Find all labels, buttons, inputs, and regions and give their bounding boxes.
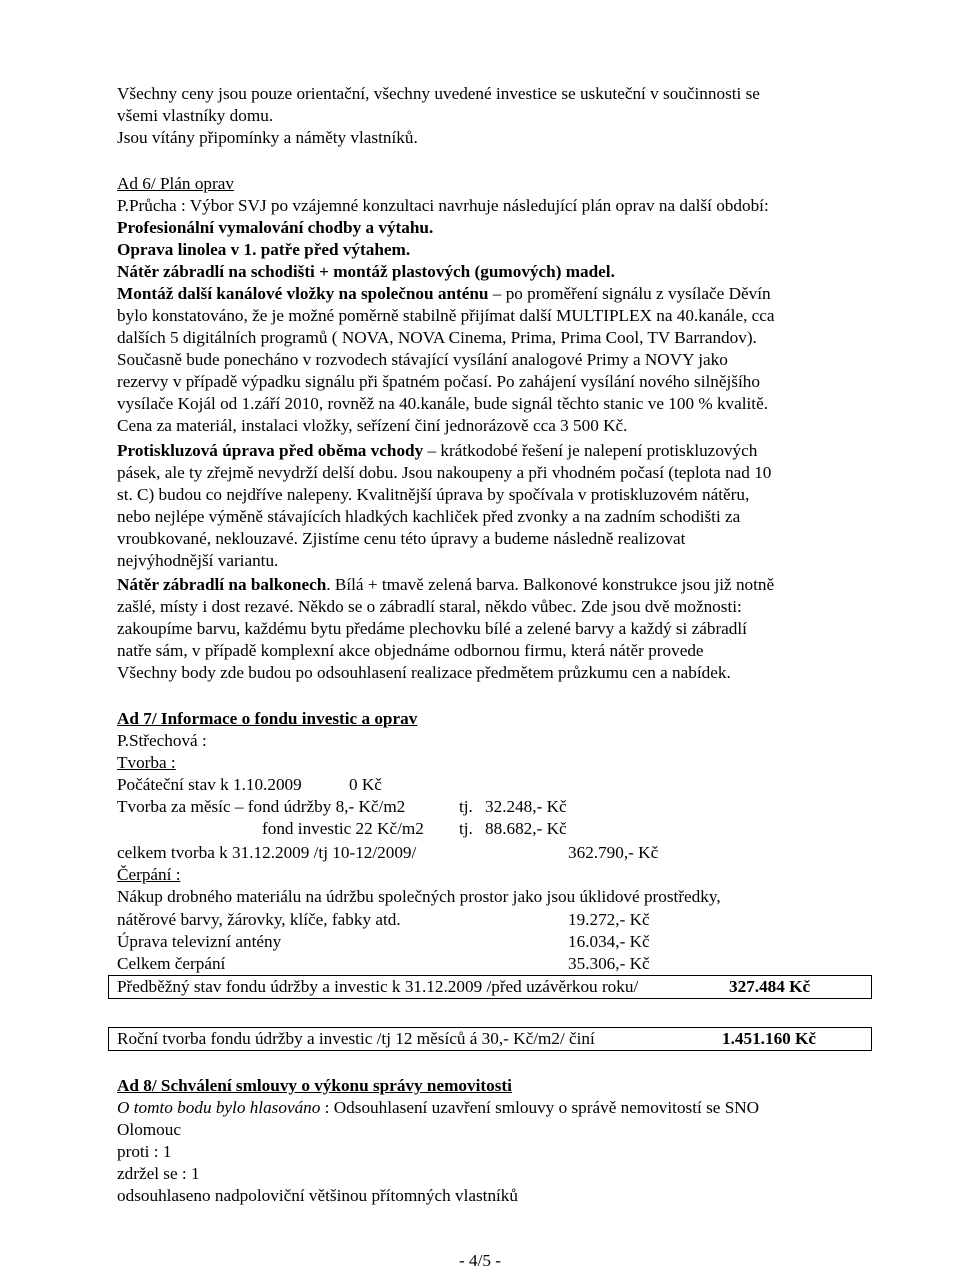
celkem-tvorba-value: 362.790,- Kč — [568, 843, 659, 862]
bold-phrase: Nátěr zábradlí na balkonech — [117, 575, 327, 594]
rocni-tvorba-box — [108, 1027, 872, 1051]
bold-phrase: Protiskluzová úprava před oběma vchody — [117, 441, 424, 460]
paragraph-line: pásek, ale ty zřejmě nevydrží delší dobu. Jsou nakoupeny a při vhodném počasí (teplota nad 10 — [117, 463, 772, 482]
paragraph-line: rezervy v případě výpadku signálu při špatném počasí. Po zahájení vysílání nového silnějšího — [117, 372, 760, 391]
paragraph-line: nebo nejlépe výměně stávajících hladkých kachliček před zvonky a na zadním schodišti za — [117, 507, 741, 526]
nakup-line: nátěrové barvy, žárovky, klíče, fabky atd. — [117, 910, 401, 929]
text: – po proměření signálu z vysílače Děvín — [488, 284, 771, 303]
celkem-cerpani-value: 35.306,- Kč — [568, 954, 650, 973]
tvorba-mesic-label: Tvorba za měsíc – fond údržby 8,- Kč/m2 — [117, 797, 406, 816]
italic-phrase: O tomto bodu bylo hlasováno — [117, 1098, 321, 1117]
paragraph-line: Současně bude ponecháno v rozvodech stávající vysílání analogové Primy a NOVY jako — [117, 350, 728, 369]
tvorba-label: Tvorba : — [117, 753, 176, 772]
page-number: - 4/5 - — [458, 1251, 501, 1270]
paragraph-line: nejvýhodnější variantu. — [117, 551, 279, 570]
paragraph-line: proti : 1 — [117, 1142, 172, 1161]
speaker-label: P.Střechová : — [117, 731, 207, 750]
nakup-value: 19.272,- Kč — [568, 910, 650, 929]
paragraph-line: Olomouc — [117, 1120, 181, 1139]
fond-investic-tj: tj. — [459, 819, 473, 838]
paragraph-line — [117, 575, 774, 595]
paragraph-line: bylo konstatováno, že je možné poměrně stabilně přijímat další MULTIPLEX na 40.kanále, cca — [117, 306, 775, 325]
bold-phrase: Montáž další kanálové vložky na společnou anténu — [117, 284, 489, 303]
paragraph-line: dalších 5 digitálních programů ( NOVA, NOVA Cinema, Prima, Prima Cool, TV Barrandov). — [117, 328, 757, 347]
tvorba-mesic-tj: tj. — [459, 797, 473, 816]
paragraph-line — [117, 284, 771, 304]
paragraph-line: Nátěr zábradlí na schodišti + montáž plastových (gumových) madel. — [117, 262, 615, 281]
paragraph-line: zdržel se : 1 — [117, 1164, 200, 1183]
fond-investic-label: fond investic 22 Kč/m2 — [262, 819, 424, 838]
section-heading-ad6: Ad 6/ Plán oprav — [117, 174, 234, 193]
section-heading-ad7: Ad 7/ Informace o fondu investic a oprav — [117, 709, 418, 728]
predbezny-value: 327.484 Kč — [729, 977, 811, 996]
paragraph-line: Všechny body zde budou po odsouhlasení realizace předmětem průzkumu cen a nabídek. — [117, 663, 731, 682]
paragraph-line: Profesionální vymalování chodby a výtahu. — [117, 218, 434, 237]
uprava-value: 16.034,- Kč — [568, 932, 650, 951]
paragraph-line: vysílače Kojál od 1.září 2010, rovněž na 40.kanále, bude signál těchto stanic ve 100 % kvalitě. — [117, 394, 769, 413]
pocatecni-label: Počáteční stav k 1.10.2009 — [117, 775, 302, 794]
paragraph-line — [117, 441, 757, 461]
paragraph-line: zakoupíme barvu, každému bytu předáme plechovku bílé a zelené barvy a každý si zábradlí — [117, 619, 747, 638]
celkem-tvorba-label: celkem tvorba k 31.12.2009 /tj 10-12/2009/ — [117, 843, 417, 862]
rocni-value: 1.451.160 Kč — [722, 1029, 817, 1048]
nakup-line: Nákup drobného materiálu na údržbu společných prostor jako jsou úklidové prostředky, — [117, 887, 721, 906]
section-heading-ad8: Ad 8/ Schválení smlouvy o výkonu správy nemovitosti — [117, 1076, 512, 1095]
paragraph-line: st. C) budou co nejdříve nalepeny. Kvalitnější úprava by spočívala v protiskluzovém nátěru, — [117, 485, 750, 504]
paragraph-line: odsouhlaseno nadpoloviční většinou přítomných vlastníků — [117, 1186, 518, 1205]
tvorba-mesic-value: 32.248,- Kč — [485, 797, 567, 816]
paragraph-line: natře sám, v případě komplexní akce objednáme odbornou firmu, která nátěr provede — [117, 641, 704, 660]
paragraph-line: Oprava linolea v 1. patře před výtahem. — [117, 240, 411, 259]
paragraph-line — [117, 1098, 759, 1118]
text: : Odsouhlasení uzavření smlouvy o správě nemovitostí se SNO — [320, 1098, 760, 1117]
uprava-label: Úprava televizní antény — [117, 932, 282, 951]
paragraph-line: P.Průcha : Výbor SVJ po vzájemné konzultaci navrhuje následující plán oprav na další období: — [117, 196, 769, 215]
text: – krátkodobé řešení je nalepení protiskluzových — [423, 441, 758, 460]
predbezny-stav-box — [108, 975, 872, 999]
pocatecni-value: 0 Kč — [349, 775, 382, 794]
intro-line: Všechny ceny jsou pouze orientační, všechny uvedené investice se uskuteční v součinnosti se — [117, 84, 760, 103]
fond-investic-value: 88.682,- Kč — [485, 819, 567, 838]
paragraph-line: Cena za materiál, instalaci vložky, seřízení činí jednorázově cca 3 500 Kč. — [117, 416, 628, 435]
text: . Bílá + tmavě zelená barva. Balkonové konstrukce jsou již notně — [326, 575, 775, 594]
intro-line: všemi vlastníky domu. — [117, 106, 274, 125]
intro-line: Jsou vítány připomínky a náměty vlastníků. — [117, 128, 418, 147]
paragraph-line: vroubkované, neklouzavé. Zjistíme cenu této úpravy a budeme následně realizovat — [117, 529, 686, 548]
celkem-cerpani-label: Celkem čerpání — [117, 954, 226, 973]
rocni-label: Roční tvorba fondu údržby a investic /tj 12 měsíců á 30,- Kč/m2/ činí — [117, 1029, 595, 1048]
paragraph-line: zašlé, místy i dost rezavé. Někdo se o zábradlí staral, někdo vůbec. Zde jsou dvě možnosti: — [117, 597, 742, 616]
predbezny-label: Předběžný stav fondu údržby a investic k 31.12.2009 /před uzávěrkou roku/ — [117, 977, 639, 996]
cerpani-label: Čerpání : — [117, 865, 181, 884]
